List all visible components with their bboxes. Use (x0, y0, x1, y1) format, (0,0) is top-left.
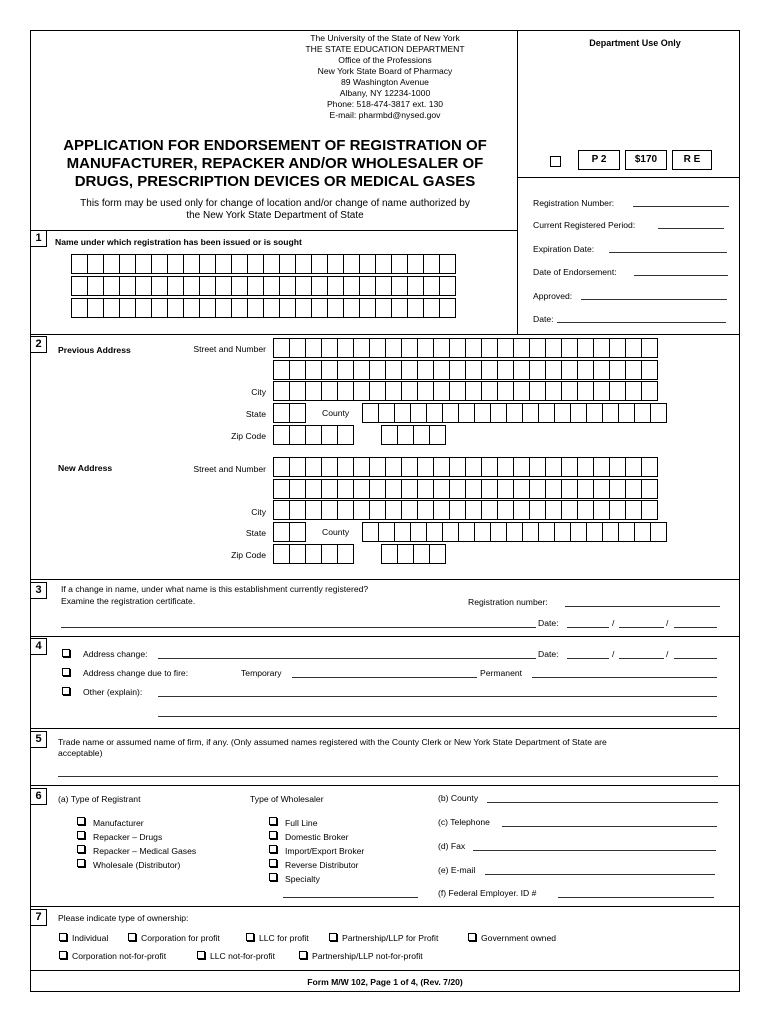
corp-profit-label: Corporation for profit (141, 933, 220, 943)
fire-change-label: Address change due to fire: (83, 668, 189, 678)
fire-change-checkbox[interactable] (62, 668, 70, 676)
section4-date-slash-2: / (666, 649, 669, 659)
header-email: E-mail: pharmbd@nysed.gov (329, 110, 441, 120)
section3-regnum-line[interactable] (565, 606, 720, 607)
llc-nonprofit-label: LLC not-for-profit (210, 951, 275, 961)
section3-date-label: Date: (538, 618, 559, 628)
section3-number: 3 (30, 582, 47, 599)
dept-endorsement-date-label: Date of Endorsement: (533, 267, 617, 277)
import-export-label: Import/Export Broker (285, 846, 365, 856)
prev-street-cells-2[interactable] (273, 360, 658, 380)
dept-date-label: Date: (533, 314, 554, 324)
section3-date-slash-1: / (612, 618, 615, 628)
form-footer: Form M/W 102, Page 1 of 4, (Rev. 7/20) (307, 977, 463, 987)
prev-county-label: County (322, 408, 350, 418)
prev-county-cells[interactable] (362, 403, 667, 423)
llc-profit-checkbox[interactable] (246, 933, 254, 941)
prev-street-cells-1[interactable] (273, 338, 658, 358)
repacker-drugs-label: Repacker – Drugs (93, 832, 163, 842)
address-change-line[interactable] (158, 658, 536, 659)
domestic-broker-label: Domestic Broker (285, 832, 349, 842)
new-state-label: State (245, 528, 266, 538)
form-title-line-1: APPLICATION FOR ENDORSEMENT OF REGISTRATION OF (63, 137, 487, 154)
prev-zip4-cells[interactable] (381, 425, 446, 445)
permanent-label: Permanent (480, 668, 523, 678)
type-registrant-label: (a) Type of Registrant (58, 794, 141, 804)
temporary-label: Temporary (241, 668, 282, 678)
partnership-nonprofit-checkbox[interactable] (299, 951, 307, 959)
section4-number: 4 (30, 638, 47, 655)
dept-expiration-date-label: Expiration Date: (533, 244, 595, 254)
prev-city-label: City (251, 387, 266, 397)
section3-top-rule (30, 579, 740, 580)
fein-line[interactable] (558, 897, 714, 898)
section1-number: 1 (30, 230, 47, 247)
dept-registered-period-line[interactable] (658, 228, 724, 229)
section2-number: 2 (30, 336, 47, 353)
fein-label: (f) Federal Employer. ID # (438, 888, 537, 898)
dept-approved-line[interactable] (581, 299, 727, 300)
new-city-cells[interactable] (273, 500, 658, 520)
new-zip-cells[interactable] (273, 544, 354, 564)
section4-date-month[interactable] (567, 658, 609, 659)
section1-label: Name under which registration has been issued or is sought (55, 237, 302, 247)
corp-profit-checkbox[interactable] (128, 933, 136, 941)
llc-nonprofit-checkbox[interactable] (197, 951, 205, 959)
new-county-cells[interactable] (362, 522, 667, 542)
header-department: THE STATE EDUCATION DEPARTMENT (305, 44, 465, 54)
government-label: Government owned (481, 933, 556, 943)
new-address-label: New Address (58, 463, 113, 473)
section5-top-rule (30, 728, 740, 729)
section4-date-label: Date: (538, 649, 559, 659)
section3-name-line[interactable] (61, 627, 536, 628)
header-office: Office of the Professions (338, 55, 432, 65)
full-line-checkbox[interactable] (269, 817, 277, 825)
section2-top-rule (30, 334, 740, 335)
new-state-cells[interactable] (273, 522, 306, 542)
prev-zip-label: Zip Code (231, 431, 266, 441)
other-explain-label: Other (explain): (83, 687, 143, 697)
full-line-label: Full Line (285, 818, 318, 828)
prev-city-cells[interactable] (273, 381, 658, 401)
section3-regnum-label: Registration number: (468, 597, 548, 607)
dept-endorsement-date-line[interactable] (634, 275, 728, 276)
dept-registration-number-label: Registration Number: (533, 198, 615, 208)
new-street-label: Street and Number (193, 464, 266, 474)
ownership-prompt: Please indicate type of ownership: (58, 913, 189, 923)
section3-date-month[interactable] (567, 627, 609, 628)
form-subtitle-line-2: the New York State Department of State (186, 210, 364, 221)
code-p2: P 2 (578, 150, 620, 170)
partnership-profit-label: Partnership/LLP for Profit (342, 933, 439, 943)
reverse-distributor-checkbox[interactable] (269, 859, 277, 867)
dept-registered-period-label: Current Registered Period: (533, 220, 636, 230)
dept-expiration-date-line[interactable] (609, 252, 727, 253)
temporary-line[interactable] (292, 677, 477, 678)
section3-question: If a change in name, under what name is this establishment currently registered? (61, 584, 369, 594)
section3-date-slash-2: / (666, 618, 669, 628)
manufacturer-label: Manufacturer (93, 818, 144, 828)
previous-address-label: Previous Address (58, 345, 131, 355)
new-zip-label: Zip Code (231, 550, 266, 560)
individual-checkbox[interactable] (59, 933, 67, 941)
new-city-label: City (251, 507, 266, 517)
section7-number: 7 (30, 909, 47, 926)
prev-street-label: Street and Number (193, 344, 266, 354)
individual-label: Individual (72, 933, 109, 943)
header-city: Albany, NY 12234-1000 (339, 88, 431, 98)
form-subtitle-line-1: This form may be used only for change of location and/or change of name authorized by (80, 198, 470, 209)
new-zip4-cells[interactable] (381, 544, 446, 564)
other-explain-line-1[interactable] (158, 696, 717, 697)
specialty-label: Specialty (285, 874, 320, 884)
import-export-checkbox[interactable] (269, 845, 277, 853)
repacker-drugs-checkbox[interactable] (77, 831, 85, 839)
wholesale-checkbox[interactable] (77, 859, 85, 867)
header-street: 89 Washington Avenue (341, 77, 429, 87)
dept-registration-number-line[interactable] (633, 206, 729, 207)
domestic-broker-checkbox[interactable] (269, 831, 277, 839)
header-board: New York State Board of Pharmacy (317, 66, 453, 76)
type-wholesaler-label: Type of Wholesaler (250, 794, 324, 804)
address-change-checkbox[interactable] (62, 649, 70, 657)
section6-top-rule (30, 785, 740, 786)
wholesale-label: Wholesale (Distributor) (93, 860, 181, 870)
section3-instruction: Examine the registration certificate. (61, 596, 196, 606)
prev-state-cells[interactable] (273, 403, 306, 423)
permanent-line[interactable] (532, 677, 717, 678)
trade-name-line[interactable] (58, 776, 718, 777)
section5-prompt-line-2: acceptable) (58, 748, 103, 758)
county-label: (b) County (438, 793, 479, 803)
government-checkbox[interactable] (468, 933, 476, 941)
reverse-distributor-label: Reverse Distributor (285, 860, 359, 870)
corp-nonprofit-checkbox[interactable] (59, 951, 67, 959)
fee-box: $170 (625, 150, 667, 170)
llc-profit-label: LLC for profit (259, 933, 309, 943)
form-title-line-2: MANUFACTURER, REPACKER AND/OR WHOLESALER OF (66, 155, 484, 172)
fax-line[interactable] (473, 850, 716, 851)
specialty-line[interactable] (283, 897, 418, 898)
section4-top-rule (30, 636, 740, 637)
prev-zip-cells[interactable] (273, 425, 354, 445)
name-cells-row-1[interactable] (71, 254, 456, 274)
dept-divider (517, 30, 518, 334)
telephone-label: (c) Telephone (438, 817, 490, 827)
telephone-line[interactable] (502, 826, 717, 827)
name-cells-row-3[interactable] (71, 298, 456, 318)
specialty-checkbox[interactable] (269, 873, 277, 881)
section3-date-day[interactable] (619, 627, 664, 628)
new-street-cells-1[interactable] (273, 457, 658, 477)
dept-use-label: Department Use Only (589, 38, 681, 48)
section4-date-year[interactable] (674, 658, 717, 659)
dept-date-line[interactable] (557, 322, 726, 323)
dept-approved-label: Approved: (533, 291, 573, 301)
repacker-gases-label: Repacker – Medical Gases (93, 846, 197, 856)
header-university: The University of the State of New York (310, 33, 460, 43)
fax-label: (d) Fax (438, 841, 466, 851)
code-re: R E (672, 150, 712, 170)
section4-date-slash-1: / (612, 649, 615, 659)
county-line[interactable] (487, 802, 718, 803)
email-line[interactable] (485, 874, 715, 875)
dept-top-rule (517, 177, 740, 178)
section5-prompt-line-1: Trade name or assumed name of firm, if any. (Only assumed names registered with the County Clerk or New York State Department of State are (58, 737, 607, 747)
partnership-profit-checkbox[interactable] (329, 933, 337, 941)
other-change-checkbox[interactable] (62, 687, 70, 695)
corp-nonprofit-label: Corporation not-for-profit (72, 951, 167, 961)
dept-checkbox[interactable] (550, 156, 561, 167)
section3-date-year[interactable] (674, 627, 717, 628)
section7-top-rule (30, 906, 740, 907)
prev-state-label: State (245, 409, 266, 419)
manufacturer-checkbox[interactable] (77, 817, 85, 825)
other-explain-line-2[interactable] (158, 716, 717, 717)
section1-top-rule (30, 230, 518, 231)
form-title-line-3: DRUGS, PRESCRIPTION DEVICES OR MEDICAL GASES (74, 173, 476, 190)
new-county-label: County (322, 527, 350, 537)
section6-number: 6 (30, 788, 47, 805)
address-change-label: Address change: (83, 649, 148, 659)
repacker-gases-checkbox[interactable] (77, 845, 85, 853)
partnership-nonprofit-label: Partnership/LLP not-for-profit (312, 951, 423, 961)
name-cells-row-2[interactable] (71, 276, 456, 296)
email-label: (e) E-mail (438, 865, 476, 875)
section4-date-day[interactable] (619, 658, 664, 659)
header-phone: Phone: 518-474-3817 ext. 130 (326, 99, 444, 109)
section5-number: 5 (30, 731, 47, 748)
footer-rule (30, 970, 740, 971)
new-street-cells-2[interactable] (273, 479, 658, 499)
